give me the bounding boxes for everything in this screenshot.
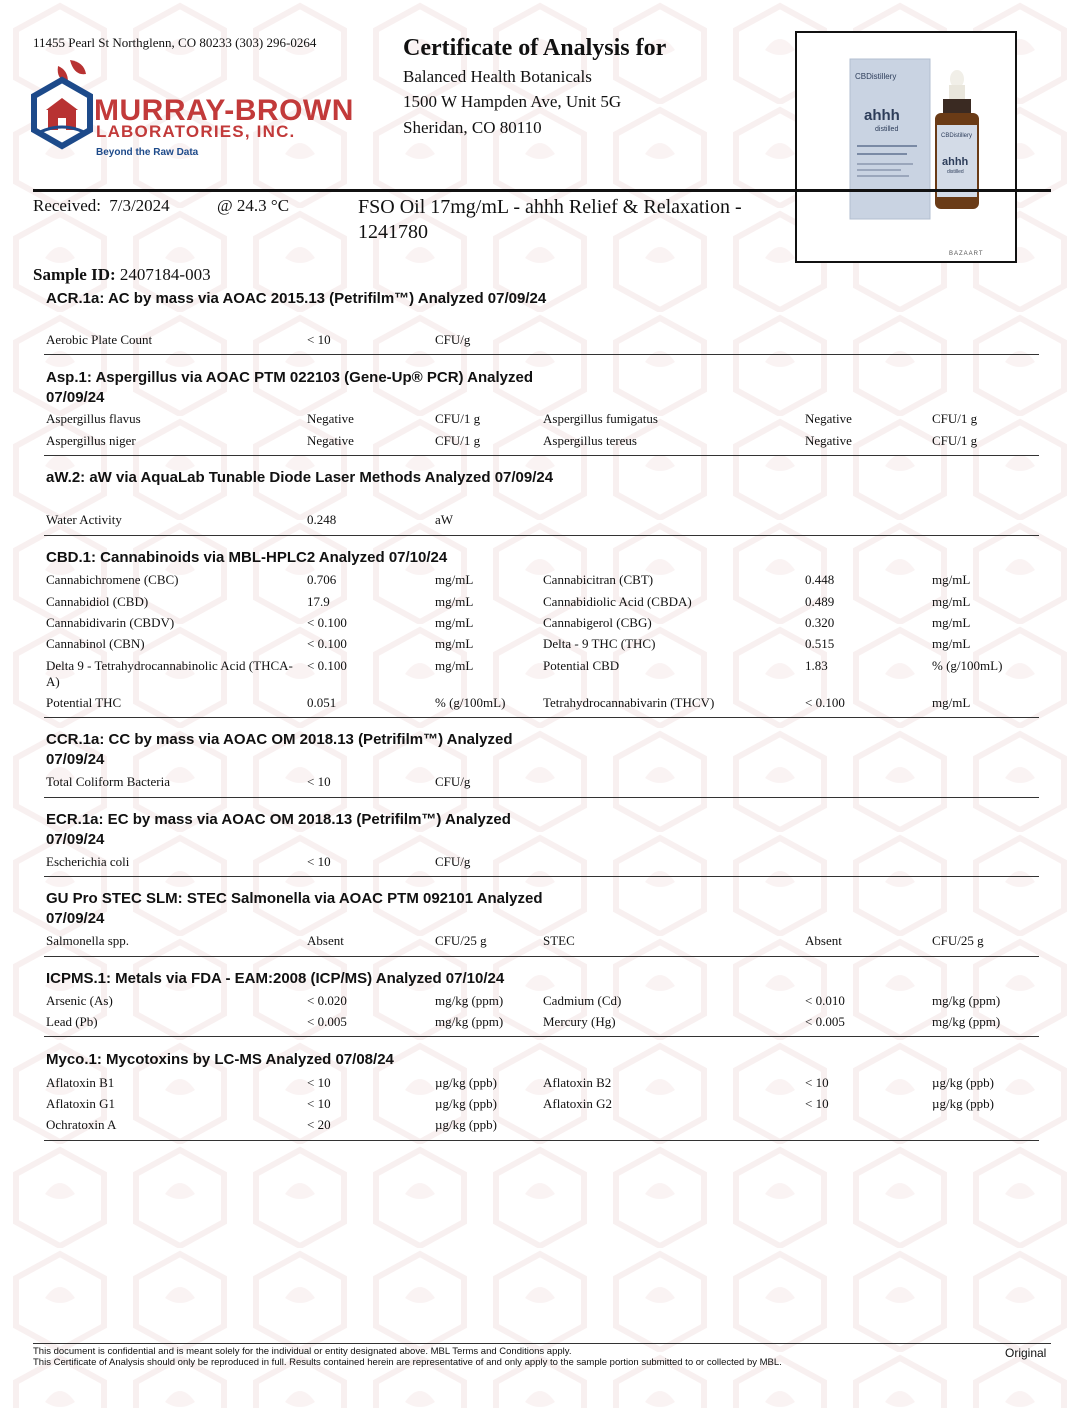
- section-title-ecr: ECR.1a: EC by mass via AOAC OM 2018.13 (Petrifilm™) Analyzed 07/09/24: [46, 811, 511, 848]
- analyte-result: < 10: [307, 1096, 331, 1111]
- analyte-unit: µg/kg (ppb): [932, 1096, 995, 1111]
- analyte-unit: mg/mL: [435, 658, 474, 673]
- sample-id-value: 2407184-003: [119, 265, 211, 284]
- section-title-cbd: CBD.1: Cannabinoids via MBL-HPLC2 Analyzed 07/10/24: [46, 549, 448, 566]
- analyte-unit: % (g/100mL): [932, 658, 1003, 673]
- analyte-result: < 0.100: [805, 695, 845, 710]
- section-divider: [44, 797, 1039, 798]
- analyte-result: < 10: [307, 332, 331, 347]
- analyte-unit: CFU/g: [435, 332, 471, 347]
- section-divider: [44, 1140, 1039, 1141]
- analyte-name: Aflatoxin B1: [46, 1075, 115, 1090]
- section-divider: [44, 1036, 1039, 1037]
- analyte-name: Potential CBD: [543, 658, 620, 673]
- product-bottle-name: ahhh: [942, 156, 969, 168]
- section-divider: [44, 455, 1039, 456]
- analyte-result: < 0.100: [307, 658, 347, 673]
- analyte-name: Aspergillus niger: [46, 433, 136, 448]
- analyte-name: Mercury (Hg): [543, 1014, 616, 1029]
- analyte-name: Cannabicitran (CBT): [543, 572, 654, 587]
- sample-id: [33, 265, 211, 285]
- received-label: Received:: [33, 196, 101, 215]
- analyte-unit: % (g/100mL): [435, 695, 506, 710]
- analyte-result: < 0.020: [307, 993, 347, 1008]
- analyte-result: Negative: [307, 433, 354, 448]
- analyte-unit: mg/mL: [932, 615, 971, 630]
- analyte-result: < 20: [307, 1117, 331, 1132]
- analyte-name: Aflatoxin G2: [543, 1096, 612, 1111]
- analyte-name: Escherichia coli: [46, 854, 130, 869]
- analyte-result: < 0.100: [307, 636, 347, 651]
- analyte-result: Negative: [805, 433, 852, 448]
- sample-id-label: Sample ID:: [33, 265, 116, 284]
- analyte-unit: mg/kg (ppm): [435, 993, 504, 1008]
- analyte-name: Lead (Pb): [46, 1014, 98, 1029]
- analyte-result: Absent: [307, 933, 344, 948]
- lab-name-line2: LABORATORIES, INC.: [96, 122, 296, 141]
- section-title-acr: ACR.1a: AC by mass via AOAC 2015.13 (Petrifilm™) Analyzed 07/09/24: [46, 290, 547, 307]
- analyte-name: Aerobic Plate Count: [46, 332, 153, 347]
- analyte-name: Cannabinol (CBN): [46, 636, 145, 651]
- analyte-unit: mg/kg (ppm): [932, 1014, 1001, 1029]
- analyte-result: < 0.100: [307, 615, 347, 630]
- product-bottle-brand: CBDistillery: [941, 133, 973, 139]
- analyte-name: Delta 9 - Tetrahydrocannabinolic Acid (THCA-A): [46, 658, 293, 689]
- section-divider: [44, 956, 1039, 957]
- received-line: [33, 196, 170, 216]
- image-watermark: BAZAART: [949, 251, 984, 257]
- client-address-line2: Sheridan, CO 80110: [403, 118, 542, 137]
- analyte-name: Cannabidiol (CBD): [46, 594, 149, 609]
- product-box-subtitle: distilled: [875, 126, 899, 133]
- lab-tagline: Beyond the Raw Data: [96, 147, 199, 158]
- analyte-name: Tetrahydrocannabivarin (THCV): [543, 695, 715, 710]
- lab-name-line1: MURRAY-BROWN: [94, 94, 354, 127]
- section-divider: [44, 535, 1039, 536]
- coa-title: Certificate of Analysis for: [403, 35, 667, 61]
- section-title-myco: Myco.1: Mycotoxins by LC-MS Analyzed 07/08/24: [46, 1051, 394, 1068]
- analyte-unit: aW: [435, 512, 454, 527]
- analyte-result: 0.515: [805, 636, 835, 651]
- analyte-result: < 10: [307, 774, 331, 789]
- analyte-unit: CFU/g: [435, 774, 471, 789]
- analyte-unit: mg/mL: [932, 636, 971, 651]
- analyte-result: 0.448: [805, 572, 835, 587]
- analyte-result: 1.83: [805, 658, 828, 673]
- analyte-unit: µg/kg (ppb): [435, 1117, 498, 1132]
- analyte-name: Cadmium (Cd): [543, 993, 622, 1008]
- client-address-line1: 1500 W Hampden Ave, Unit 5G: [403, 92, 622, 111]
- analyte-result: < 0.010: [805, 993, 845, 1008]
- analyte-unit: mg/kg (ppm): [932, 993, 1001, 1008]
- analyte-name: Cannabidiolic Acid (CBDA): [543, 594, 692, 609]
- analyte-result: 0.706: [307, 572, 337, 587]
- analyte-unit: CFU/g: [435, 854, 471, 869]
- analyte-name: Cannabidivarin (CBDV): [46, 615, 175, 630]
- analyte-result: < 10: [805, 1096, 829, 1111]
- lab-address: 11455 Pearl St Northglenn, CO 80233 (303) 296-0264: [33, 35, 317, 50]
- section-divider: [44, 354, 1039, 355]
- analyte-unit: mg/mL: [932, 572, 971, 587]
- received-temperature: @ 24.3 °C: [217, 196, 290, 215]
- analyte-name: Total Coliform Bacteria: [46, 774, 170, 789]
- section-title-ccr: CCR.1a: CC by mass via AOAC OM 2018.13 (Petrifilm™) Analyzed 07/09/24: [46, 731, 513, 768]
- analyte-unit: mg/mL: [435, 636, 474, 651]
- section-divider: [44, 717, 1039, 718]
- section-title-stec: GU Pro STEC SLM: STEC Salmonella via AOAC PTM 092101 Analyzed 07/09/24: [46, 890, 543, 927]
- analyte-unit: mg/mL: [435, 572, 474, 587]
- analyte-name: Arsenic (As): [46, 993, 113, 1008]
- footer-confidential-note: This document is confidential and is meant solely for the individual or entity designated above. MBL Terms and Conditions apply.: [33, 1346, 572, 1357]
- analyte-name: Aflatoxin G1: [46, 1096, 115, 1111]
- analyte-result: Absent: [805, 933, 842, 948]
- product-box-name: ahhh: [864, 107, 900, 124]
- analyte-unit: mg/mL: [932, 695, 971, 710]
- analyte-name: Water Activity: [46, 512, 122, 527]
- product-brand: CBDistillery: [855, 72, 897, 81]
- analyte-name: Potential THC: [46, 695, 122, 710]
- analyte-name: Salmonella spp.: [46, 933, 130, 948]
- received-date: 7/3/2024: [109, 196, 170, 215]
- analyte-unit: CFU/1 g: [932, 411, 978, 426]
- analyte-unit: µg/kg (ppb): [435, 1096, 498, 1111]
- analyte-name: Ochratoxin A: [46, 1117, 117, 1132]
- analyte-result: Negative: [307, 411, 354, 426]
- product-image: [795, 31, 1017, 263]
- section-title-asp: Asp.1: Aspergillus via AOAC PTM 022103 (Gene-Up® PCR) Analyzed 07/09/24: [46, 369, 534, 406]
- analyte-result: < 10: [805, 1075, 829, 1090]
- footer-reproduction-note: This Certificate of Analysis should only be reproduced in full. Results contained herein are representative of and only apply to the sample portion submitted to or collected by MBL.: [33, 1357, 782, 1368]
- analyte-unit: µg/kg (ppb): [932, 1075, 995, 1090]
- footer-divider: [33, 1343, 1051, 1344]
- analyte-result: 17.9: [307, 594, 330, 609]
- analyte-result: 0.489: [805, 594, 835, 609]
- section-title-icpms: ICPMS.1: Metals via FDA - EAM:2008 (ICP/MS) Analyzed 07/10/24: [46, 970, 505, 987]
- product-bottle-subtitle: distilled: [947, 169, 964, 175]
- analyte-name: Aspergillus fumigatus: [543, 411, 658, 426]
- analyte-result: 0.320: [805, 615, 835, 630]
- analyte-unit: mg/mL: [435, 594, 474, 609]
- client-name: Balanced Health Botanicals: [403, 67, 592, 86]
- analyte-unit: CFU/1 g: [932, 433, 978, 448]
- analyte-unit: CFU/25 g: [932, 933, 984, 948]
- analyte-name: Aflatoxin B2: [543, 1075, 612, 1090]
- analyte-name: Delta - 9 THC (THC): [543, 636, 656, 651]
- analyte-name: STEC: [543, 933, 575, 948]
- analyte-name: Cannabichromene (CBC): [46, 572, 179, 587]
- analyte-unit: CFU/1 g: [435, 433, 481, 448]
- analyte-name: Aspergillus tereus: [543, 433, 637, 448]
- section-title-aw: aW.2: aW via AquaLab Tunable Diode Laser Methods Analyzed 07/09/24: [46, 469, 554, 486]
- product-name: FSO Oil 17mg/mL - ahhh Relief & Relaxation - 1241780: [358, 196, 742, 243]
- document-status: Original: [1005, 1346, 1047, 1360]
- analyte-result: 0.248: [307, 512, 337, 527]
- analyte-result: < 0.005: [307, 1014, 347, 1029]
- analyte-unit: mg/mL: [932, 594, 971, 609]
- analyte-unit: mg/mL: [435, 615, 474, 630]
- analyte-name: Cannabigerol (CBG): [543, 615, 652, 630]
- section-divider: [44, 876, 1039, 877]
- lab-logo-icon: [30, 58, 94, 158]
- analyte-result: < 10: [307, 854, 331, 869]
- analyte-unit: CFU/25 g: [435, 933, 487, 948]
- analyte-name: Aspergillus flavus: [46, 411, 141, 426]
- analyte-result: < 10: [307, 1075, 331, 1090]
- analyte-unit: mg/kg (ppm): [435, 1014, 504, 1029]
- analyte-result: Negative: [805, 411, 852, 426]
- analyte-unit: µg/kg (ppb): [435, 1075, 498, 1090]
- analyte-result: 0.051: [307, 695, 337, 710]
- analyte-unit: CFU/1 g: [435, 411, 481, 426]
- header-divider: [33, 189, 1051, 192]
- analyte-result: < 0.005: [805, 1014, 845, 1029]
